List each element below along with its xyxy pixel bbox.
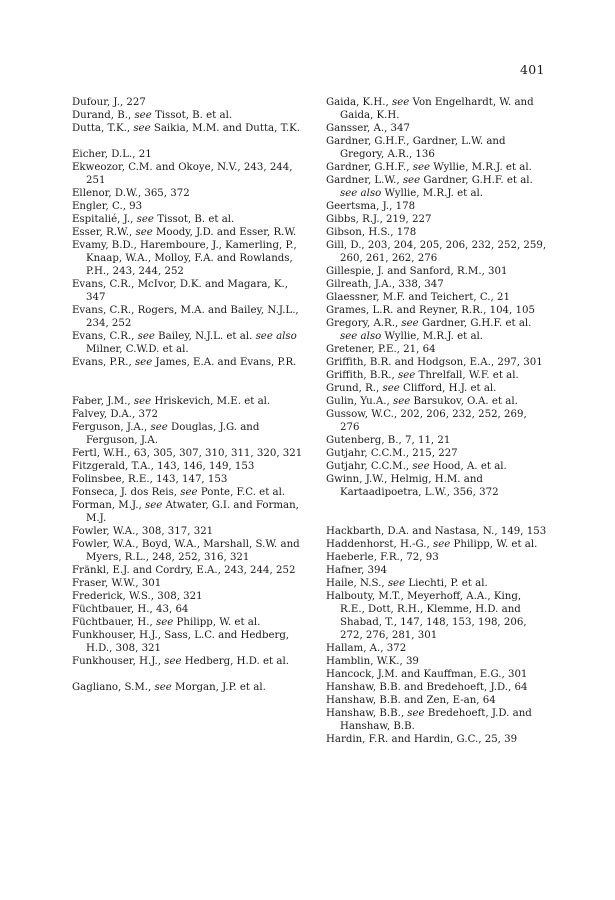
index-entry — [326, 733, 548, 746]
entry-author: Hamblin, W.K., 39 — [326, 656, 419, 667]
index-entry — [72, 226, 304, 239]
index-entry — [326, 382, 548, 395]
see-label: see — [133, 396, 152, 407]
index-entry — [326, 473, 548, 499]
index-entry — [326, 577, 548, 590]
see-label: see — [401, 318, 419, 329]
entry-author: Fitzgerald, T.A., 143, 146, 149, 153 — [72, 461, 255, 472]
index-entry — [326, 694, 548, 707]
entry-author: Gussow, W.C., 202, 206, 232, 252, 269, 276 — [326, 409, 527, 433]
index-entry — [326, 226, 548, 239]
index-entry — [72, 408, 304, 421]
entry-author: Haddenhorst, H.-G., — [326, 539, 434, 550]
index-entry — [326, 369, 548, 382]
index-entry — [326, 655, 548, 668]
entry-author: Forman, M.J., — [72, 500, 145, 511]
see-also-label: see also — [340, 331, 382, 342]
cross-reference: Threlfall, W.F. et al. — [415, 370, 519, 381]
see-label: see — [382, 383, 400, 394]
see-label: see — [137, 331, 155, 342]
see-also-reference: Wyllie, M.R.J. et al. — [381, 188, 484, 199]
index-entry — [72, 96, 304, 109]
letter-section-gap — [72, 668, 304, 681]
index-entry — [326, 538, 548, 551]
entry-author: Gibbs, R.J., 219, 227 — [326, 214, 432, 225]
entry-author: Haile, N.S., — [326, 578, 388, 589]
entry-author: Gansser, A., 347 — [326, 123, 411, 134]
cross-reference: Atwater, G.I. and Forman, M.J. — [86, 500, 299, 524]
entry-author: Evans, C.R., Rogers, M.A. and Bailey, N.J.L., 234, 252 — [72, 305, 299, 329]
index-entry — [326, 408, 548, 434]
entry-author: Gutjahr, C.C.M., — [326, 461, 413, 472]
index-entry — [72, 395, 304, 408]
entry-author: Evans, P.R., — [72, 357, 135, 368]
cross-reference: Hriskevich, M.E. et al. — [151, 396, 271, 407]
entry-author: Gilreath, J.A., 338, 347 — [326, 279, 444, 290]
entry-author: Evans, C.R., McIvor, D.K. and Magara, K., 347 — [72, 279, 288, 303]
cross-reference: Philipp, W. et al. — [173, 617, 261, 628]
cross-reference: Moody, J.D. and Esser, R.W. — [152, 227, 297, 238]
index-entry — [72, 577, 304, 590]
see-label: see — [392, 396, 411, 407]
entry-author: Hanshaw, B.B. and Zen, E-an, 64 — [326, 695, 496, 706]
entry-author: Ellenor, D.W., 365, 372 — [72, 188, 190, 199]
see-label: see — [134, 110, 152, 121]
see-label: see — [164, 656, 182, 667]
entry-author: Fowler, W.A., Boyd, W.A., Marshall, S.W. and Myers, R.L., 248, 252, 316, 321 — [72, 539, 300, 563]
index-entry — [72, 460, 304, 473]
index-entry — [72, 122, 304, 135]
index-entry — [326, 278, 548, 291]
see-label: see — [402, 175, 421, 186]
entry-author: Gillespie, J. and Sanford, R.M., 301 — [326, 266, 508, 277]
see-label: see — [134, 357, 153, 368]
entry-author: Funkhouser, H.J., — [72, 656, 165, 667]
cross-reference: Von Engelhardt, W. and Gaida, K.H. — [340, 97, 534, 121]
letter-section-gap — [72, 369, 304, 382]
index-entry — [326, 642, 548, 655]
entry-author: Füchtbauer, H., — [72, 617, 157, 628]
index-entry — [326, 564, 548, 577]
entry-author: Gwinn, J.W., Helmig, H.M. and Kartaadipoetra, L.W., 356, 372 — [326, 474, 499, 498]
see-label: see — [156, 617, 174, 628]
letter-section-gap — [72, 135, 304, 148]
index-entry — [326, 395, 548, 408]
index-entry — [326, 265, 548, 278]
index-entry — [72, 603, 304, 616]
index-entry — [72, 356, 304, 369]
entry-author: Evamy, B.D., Haremboure, J., Kamerling, P., Knaap, W.A., Molloy, F.A. and Rowlands, P.H., 243, 244, 252 — [72, 240, 297, 277]
entry-author: Hallam, A., 372 — [326, 643, 407, 654]
index-entry — [72, 161, 304, 187]
index-entry — [72, 486, 304, 499]
entry-author: Gagliano, S.M., — [72, 682, 155, 693]
entry-author: Hafner, 394 — [326, 565, 387, 576]
entry-author: Gutenberg, B., 7, 11, 21 — [326, 435, 451, 446]
index-entry — [326, 304, 548, 317]
entry-author: Griffith, B.R., — [326, 370, 399, 381]
index-entry — [326, 291, 548, 304]
see-label: see — [180, 487, 198, 498]
index-entry — [326, 122, 548, 135]
entry-author: Funkhouser, H.J., Sass, L.C. and Hedberg, H.D., 308, 321 — [72, 630, 290, 654]
index-entry — [326, 161, 548, 174]
entry-author: Füchtbauer, H., 43, 64 — [72, 604, 189, 615]
index-entry — [326, 525, 548, 538]
see-label: see — [154, 682, 172, 693]
index-entry — [72, 473, 304, 486]
see-label: see — [412, 162, 431, 173]
cross-reference: Morgan, J.P. et al. — [171, 682, 266, 693]
entry-author: Hancock, J.M. and Kauffman, E.G., 301 — [326, 669, 528, 680]
see-label: see — [135, 227, 153, 238]
see-label: see — [412, 461, 430, 472]
index-entry — [326, 343, 548, 356]
index-entry — [326, 135, 548, 161]
index-entry — [326, 681, 548, 694]
entry-author: Gretener, P.E., 21, 64 — [326, 344, 436, 355]
index-entry — [72, 538, 304, 564]
entry-author: Dufour, J., 227 — [72, 97, 146, 108]
entry-author: Grames, L.R. and Reyner, R.R., 104, 105 — [326, 305, 535, 316]
see-label: see — [407, 708, 425, 719]
entry-author: Dutta, T.K., — [72, 123, 134, 134]
entry-author: Fonseca, J. dos Reis, — [72, 487, 181, 498]
entry-author: Griffith, B.R. and Hodgson, E.A., 297, 301 — [326, 357, 543, 368]
index-entry — [326, 590, 548, 642]
cross-reference: Saikia, M.M. and Dutta, T.K. — [150, 123, 300, 134]
cross-reference: Hood, A. et al. — [429, 461, 507, 472]
index-entry — [72, 681, 304, 694]
cross-reference: Hedberg, H.D. et al. — [181, 656, 289, 667]
cross-reference: Wyllie, M.R.J. et al. — [430, 162, 532, 173]
index-entry — [326, 356, 548, 369]
page-number: 401 — [520, 62, 545, 77]
cross-reference: Barsukov, O.A. et al. — [410, 396, 518, 407]
index-entry — [326, 460, 548, 473]
entry-author: Fowler, W.A., 308, 317, 321 — [72, 526, 214, 537]
entry-author: Faber, J.M., — [72, 396, 134, 407]
cross-reference: Ponte, F.C. et al. — [197, 487, 286, 498]
entry-author: Gardner, G.H.F., — [326, 162, 413, 173]
index-entry — [72, 590, 304, 603]
index-entry — [72, 200, 304, 213]
entry-author: Ferguson, J.A., — [72, 422, 151, 433]
see-label: see — [150, 422, 168, 433]
see-label: see — [398, 370, 416, 381]
entry-author: Halbouty, M.T., Meyerhoff, A.A., King, R.E., Dott, R.H., Klemme, H.D. and Shabad, T., 147, 148, 153, 198, 206, 272, 276, 281, 301 — [326, 591, 527, 641]
entry-author: Hackbarth, D.A. and Nastasa, N., 149, 153 — [326, 526, 547, 537]
index-entry — [72, 213, 304, 226]
entry-author: Falvey, D.A., 372 — [72, 409, 158, 420]
see-label: see — [136, 214, 154, 225]
cross-reference: Liechti, P. et al. — [405, 578, 488, 589]
entry-author: Durand, B., — [72, 110, 135, 121]
index-entry — [72, 629, 304, 655]
cross-reference: Philipp, W. et al. — [450, 539, 538, 550]
index-entry — [72, 655, 304, 668]
entry-author: Geertsma, J., 178 — [326, 201, 416, 212]
letter-section-gap — [326, 499, 548, 512]
entry-author: Hanshaw, B.B. and Bredehoeft, J.D., 64 — [326, 682, 528, 693]
see-also-reference: Milner, C.W.D. et al. — [86, 344, 189, 355]
entry-author: Frederick, W.S., 308, 321 — [72, 591, 203, 602]
index-entry — [72, 447, 304, 460]
letter-section-gap — [326, 512, 548, 525]
cross-reference: Tissot, B. et al. — [151, 110, 233, 121]
entry-author: Ekweozor, C.M. and Okoye, N.V., 243, 244, 251 — [72, 162, 293, 186]
entry-author: Gardner, G.H.F., Gardner, L.W. and Gregory, A.R., 136 — [326, 136, 506, 160]
see-also-label: see also — [255, 331, 297, 342]
entry-author: Esser, R.W., — [72, 227, 136, 238]
entry-author: Haeberle, F.R., 72, 93 — [326, 552, 439, 563]
entry-author: Gregory, A.R., — [326, 318, 402, 329]
entry-author: Espitalié, J., — [72, 214, 137, 225]
index-entry — [326, 551, 548, 564]
index-entry — [326, 447, 548, 460]
entry-author: Hanshaw, B.B., — [326, 708, 408, 719]
see-also-label: see also — [340, 188, 382, 199]
index-entry — [72, 187, 304, 200]
index-entry — [326, 434, 548, 447]
entry-author: Gaida, K.H., — [326, 97, 392, 108]
entry-author: Eicher, D.L., 21 — [72, 149, 152, 160]
cross-reference: Gardner, G.H.F. et al. — [418, 318, 532, 329]
index-column-right — [326, 96, 548, 746]
index-entry — [72, 278, 304, 304]
entry-author: Hardin, F.R. and Hardin, G.C., 25, 39 — [326, 734, 518, 745]
entry-author: Fränkl, E.J. and Cordry, E.A., 243, 244, 252 — [72, 565, 296, 576]
entry-author: Gulin, Yu.A., — [326, 396, 393, 407]
index-entry — [72, 564, 304, 577]
entry-author: Fertl, W.H., 63, 305, 307, 310, 311, 320, 321 — [72, 448, 303, 459]
entry-author: Gibson, H.S., 178 — [326, 227, 417, 238]
entry-author: Folinsbee, R.E., 143, 147, 153 — [72, 474, 228, 485]
index-entry — [326, 174, 548, 200]
entry-author: Fraser, W.W., 301 — [72, 578, 162, 589]
entry-author: Gutjahr, C.C.M., 215, 227 — [326, 448, 458, 459]
index-entry — [326, 707, 548, 733]
cross-reference: Bredehoeft, J.D. and Hanshaw, B.B. — [340, 708, 532, 732]
see-label: see — [387, 578, 406, 589]
see-label: see — [144, 500, 163, 511]
index-entry — [72, 499, 304, 525]
cross-reference: Tissot, B. et al. — [153, 214, 235, 225]
index-entry — [72, 109, 304, 122]
entry-author: Gill, D., 203, 204, 205, 206, 232, 252, 259, 260, 261, 262, 276 — [326, 240, 547, 264]
letter-section-gap — [72, 382, 304, 395]
see-label: see — [392, 97, 410, 108]
index-entry — [72, 148, 304, 161]
entry-author: Grund, R., — [326, 383, 383, 394]
index-column-left — [72, 96, 304, 694]
index-entry — [72, 239, 304, 278]
cross-reference: Clifford, H.J. et al. — [399, 383, 497, 394]
see-label: see — [433, 539, 451, 550]
cross-reference: James, E.A. and Evans, P.R. — [152, 357, 297, 368]
index-entry — [72, 525, 304, 538]
entry-author: Glaessner, M.F. and Teichert, C., 21 — [326, 292, 510, 303]
index-entry — [72, 616, 304, 629]
see-also-reference: Wyllie, M.R.J. et al. — [381, 331, 484, 342]
index-entry — [326, 668, 548, 681]
index-entry — [72, 421, 304, 447]
index-entry — [72, 330, 304, 356]
cross-reference: Gardner, G.H.F. et al. — [420, 175, 533, 186]
index-entry — [326, 239, 548, 265]
entry-author: Evans, C.R., — [72, 331, 138, 342]
cross-reference: Bailey, N.J.L. et al. — [154, 331, 253, 342]
entry-author: Gardner, L.W., — [326, 175, 403, 186]
see-label: see — [133, 123, 151, 134]
index-entry — [72, 304, 304, 330]
cross-reference: Douglas, J.G. and Ferguson, J.A. — [86, 422, 260, 446]
index-entry — [326, 200, 548, 213]
entry-author: Engler, C., 93 — [72, 201, 143, 212]
index-entry — [326, 96, 548, 122]
index-entry — [326, 213, 548, 226]
index-entry — [326, 317, 548, 343]
